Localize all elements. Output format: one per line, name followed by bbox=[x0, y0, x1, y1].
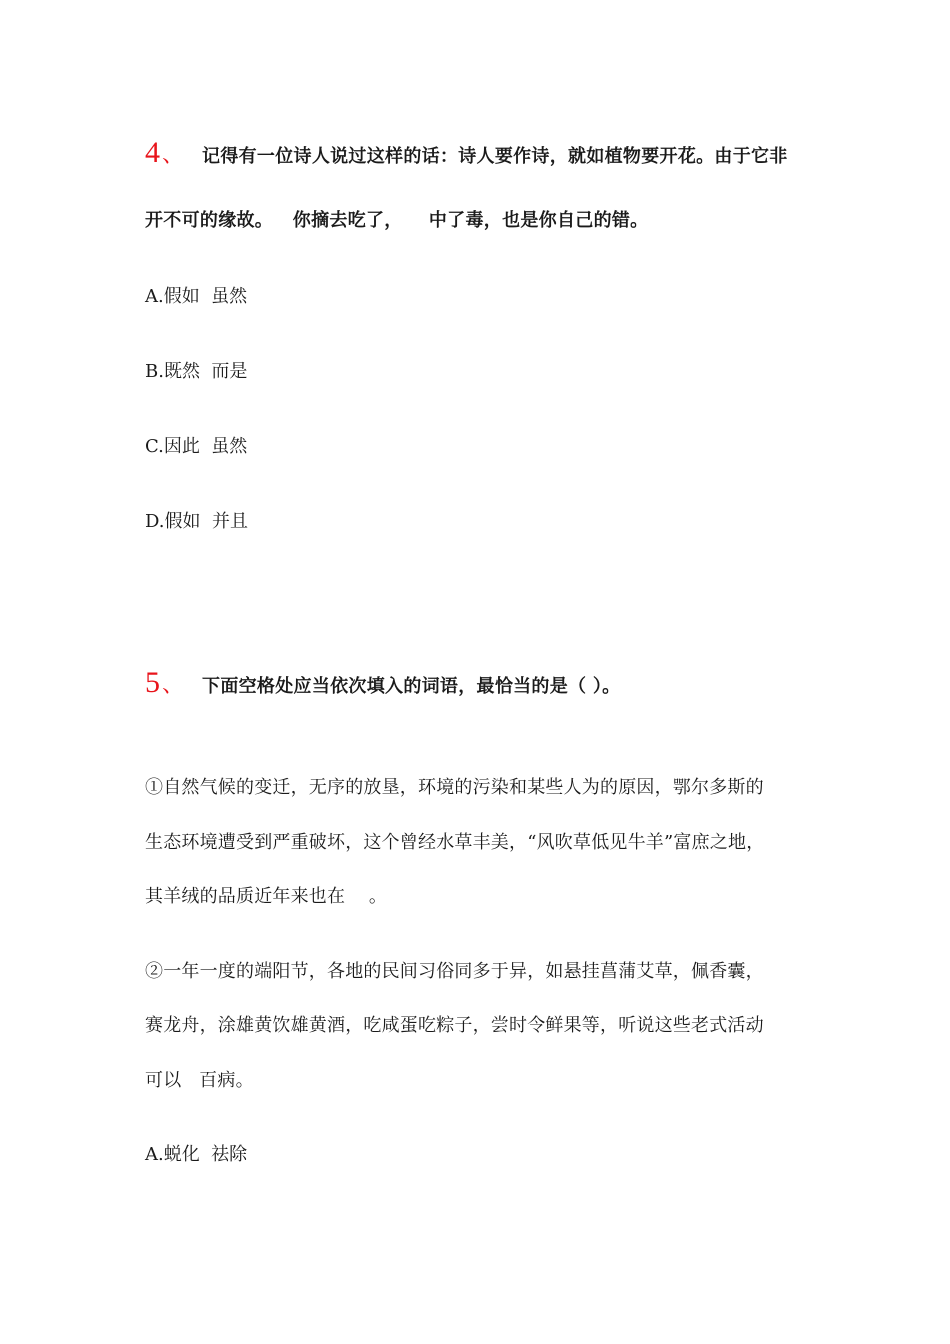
question-4-text-line2: 开不可的缘故。 你摘去吃了， 中了毒，也是你自己的错。 bbox=[145, 210, 649, 231]
question-5-paragraph1-line1: ①自然气候的变迁，无序的放垦，环境的污染和某些人为的原因，鄂尔多斯的 bbox=[145, 777, 764, 798]
question-4-option-b: B.既然 而是 bbox=[145, 361, 248, 382]
question-4-separator: 、 bbox=[162, 143, 185, 168]
question-4-number: 4 bbox=[145, 136, 160, 169]
question-5-text-line1: 下面空格处应当依次填入的词语，最恰当的是（ ）。 bbox=[202, 676, 621, 697]
question-5-paragraph2-line2: 赛龙舟，涂雄黄饮雄黄酒，吃咸蛋吃粽子，尝时令鲜果等，听说这些老式活动 bbox=[145, 1015, 764, 1036]
question-5-number: 5 bbox=[145, 666, 160, 699]
question-5-separator: 、 bbox=[162, 673, 185, 698]
question-5-header bbox=[145, 668, 620, 699]
question-4-header bbox=[145, 138, 788, 169]
question-4-option-c: C.因此 虽然 bbox=[145, 436, 248, 457]
question-5-option-a: A.蜕化 祛除 bbox=[145, 1144, 248, 1165]
question-4-option-a: A.假如 虽然 bbox=[145, 286, 248, 307]
question-5-paragraph1-line2: 生态环境遭受到严重破坏，这个曾经水草丰美，“风吹草低见牛羊”富庶之地， bbox=[145, 832, 765, 853]
question-5-paragraph2-line3: 可以 百病。 bbox=[145, 1070, 254, 1091]
question-5-paragraph1-line3: 其羊绒的品质近年来也在 。 bbox=[145, 886, 388, 907]
question-4-text-line1: 记得有一位诗人说过这样的话：诗人要作诗，就如植物要开花。由于它非 bbox=[202, 146, 788, 167]
question-4-option-d: D.假如 并且 bbox=[145, 511, 248, 532]
question-5-paragraph2-line1: ②一年一度的端阳节，各地的民间习俗同多于异，如悬挂菖蒲艾草，佩香囊， bbox=[145, 961, 764, 982]
